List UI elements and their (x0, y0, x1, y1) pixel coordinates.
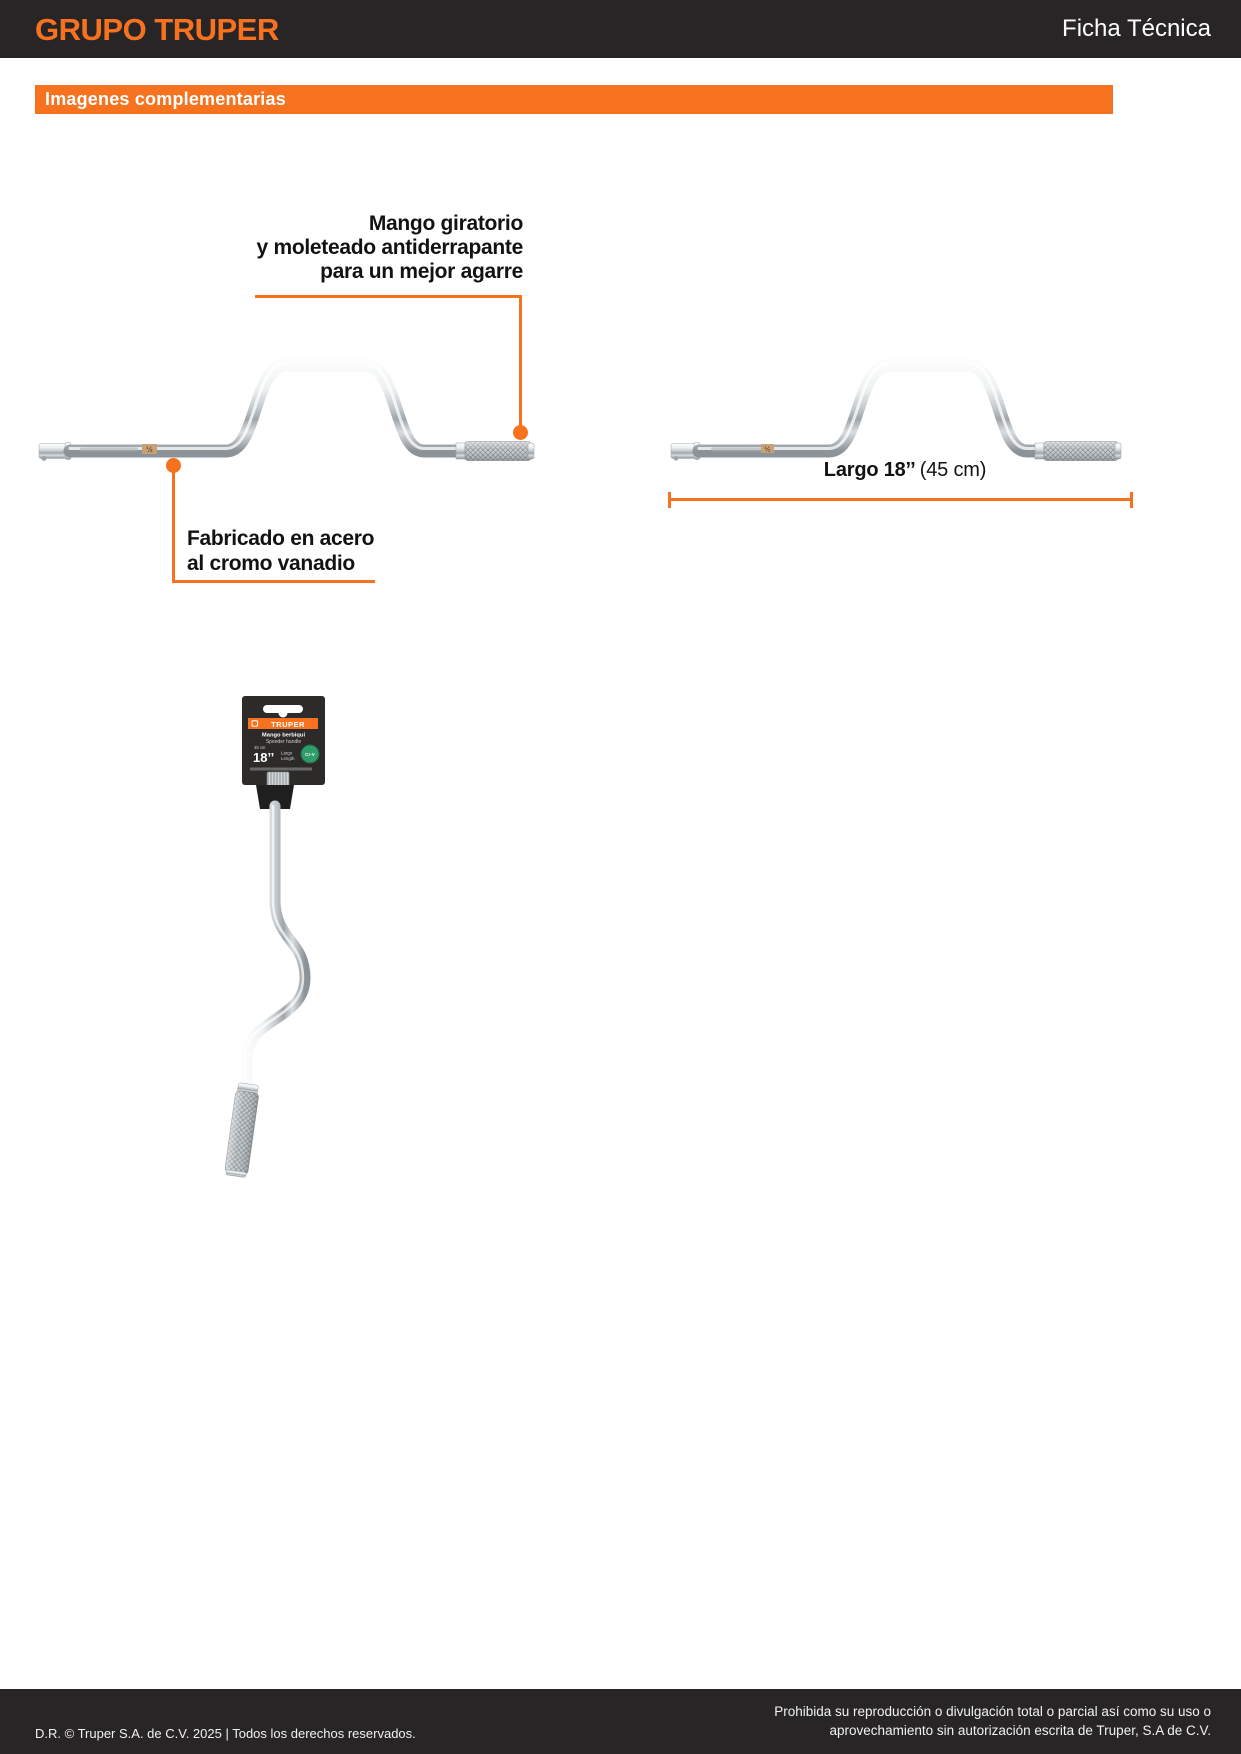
section-header (35, 85, 1113, 114)
drive-size-text: ½ (764, 444, 771, 454)
hang-slot-notch (279, 709, 288, 718)
annotation-steel (187, 526, 407, 576)
drive-size-text: ½ (146, 445, 153, 454)
header-bar (0, 0, 1241, 58)
callout-line-steel-vertical (172, 466, 175, 583)
annotation-steel-line2: al cromo vanadio (187, 552, 355, 575)
legal-text-line1: Prohibida su reproducción o divulgación total o parcial así como su uso o (774, 1704, 1211, 1719)
fine-print-line (250, 768, 312, 771)
package-size-value: 18’’ (253, 750, 275, 765)
etched-text-mark (80, 448, 138, 452)
crv-badge-text: Cr-V (305, 752, 315, 757)
handle-ferrule (1035, 443, 1045, 459)
dimension-line (668, 498, 1133, 501)
package-size-cm: 45 cm (254, 745, 266, 750)
crank-tube (699, 365, 1045, 451)
legal-text-line2: aprovechamiento sin autorización escrita de Truper, S.A de C.V. (829, 1723, 1211, 1738)
speed-wrench-right-figure (663, 340, 1143, 475)
annotation-handle (223, 212, 523, 284)
handle-end-cap (1115, 443, 1121, 459)
annotation-handle-line3: para un mejor agarre (320, 260, 523, 283)
package-product-name-es: Mango berbiquí (261, 732, 306, 739)
package-size-label-en: Length (281, 756, 295, 761)
tube-highlight (70, 363, 466, 449)
length-dimension-label (705, 459, 1105, 482)
square-drive-tip (671, 444, 695, 459)
dimension-tick-right (1130, 492, 1133, 508)
etched-text-mark (711, 448, 763, 452)
drive-pin (674, 456, 678, 460)
footer-bar (0, 1689, 1241, 1754)
package-product-name-en: Speeder handle (265, 739, 302, 745)
square-drive-tip (39, 444, 66, 459)
callout-line-handle-horizontal (255, 295, 522, 298)
brand-logo: GRUPO TRUPER (35, 12, 279, 47)
package-size-label-es: Largo (281, 750, 293, 756)
annotation-handle-line1: Mango giratorio (368, 212, 523, 235)
package-brand-text: TRUPER (271, 720, 305, 729)
annotation-steel-line1: Fabricado en acero (187, 527, 375, 550)
document-title: Ficha Técnica (1062, 15, 1211, 42)
handle-end-cap (528, 443, 534, 459)
length-dimension-regular: (45 cm) (919, 459, 987, 481)
copyright-text: D.R. © Truper S.A. de C.V. 2025 | Todos los derechos reservados. (35, 1726, 416, 1741)
length-dimension-bold: Largo 18’’ (823, 459, 915, 481)
legal-text (774, 1702, 1211, 1740)
handle-shading (465, 442, 531, 461)
section-title: Imagenes complementarias (45, 89, 286, 109)
vertical-crank-tube (247, 806, 305, 1086)
handle-ferrule (456, 443, 466, 459)
annotation-handle-line2: y moleteado antiderrapante (256, 236, 523, 259)
drive-pin (42, 456, 47, 461)
speed-wrench-left-figure (28, 340, 543, 475)
handle-shading (1044, 442, 1118, 461)
packaged-product-figure (225, 688, 415, 1188)
callout-line-steel-horizontal (172, 580, 375, 583)
vertical-knurled-handle-group (225, 1082, 260, 1177)
